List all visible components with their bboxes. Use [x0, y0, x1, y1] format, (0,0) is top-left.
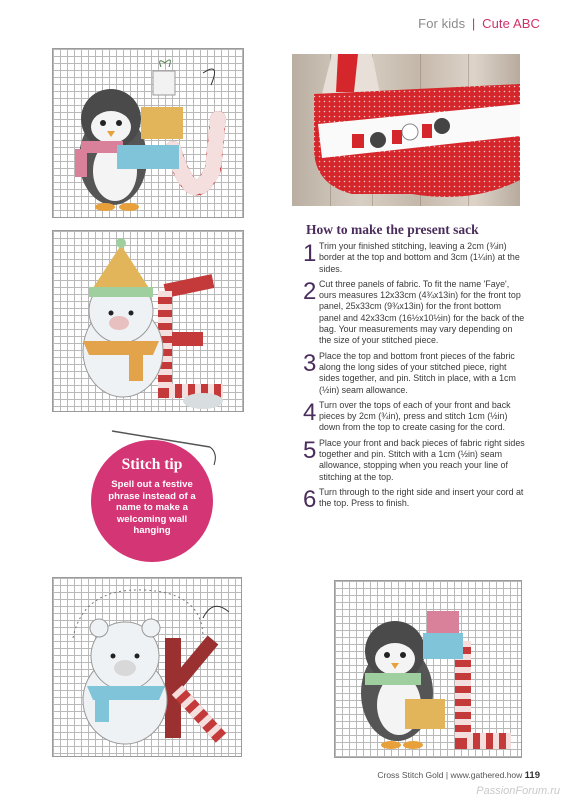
- page-footer: [377, 770, 540, 781]
- page-number: 119: [524, 770, 540, 781]
- chart-polar-bear-e: [52, 230, 244, 412]
- penguin-icon: [335, 581, 521, 757]
- step-text: Trim your finished stitching, leaving a 2cm (¾in) border at the top and bottom and 3cm (1¼in) at the sides.: [319, 241, 520, 274]
- step-text: Cut three panels of fabric. To fit the name 'Faye', ours measures 12x33cm (4¾x13in) for the front top panel, 25x33cm (9¾x13in) for the front bottom panel and 42x33cm (16½x10½in) for the back of the bag. Your measurements may vary depending on the size of your stitched piece.: [319, 278, 525, 346]
- watermark: PassionForum.ru: [476, 785, 560, 797]
- step-text: Turn through to the right side and insert your cord at the top. Press to finish.: [319, 486, 524, 509]
- step-number: 3: [303, 349, 317, 377]
- step-text: Turn over the tops of each of your front and back pieces by 2cm (¾in), press and stitch 1cm (½in) down from the top to create casing for the cord.: [319, 399, 511, 433]
- penguin-icon: [53, 49, 243, 217]
- step-number: 4: [303, 398, 317, 426]
- chart-penguin-j: [52, 48, 244, 218]
- chart-penguin-l: [334, 580, 522, 758]
- stitch-tip-badge: [91, 440, 213, 562]
- polar-bear-icon: [53, 578, 241, 756]
- howto-heading: How to make the present sack: [306, 222, 479, 237]
- tip-body: Spell out a festive phrase instead of a name to make a welcoming wall hanging: [108, 479, 196, 536]
- step-number: 2: [303, 277, 317, 305]
- step-number: 5: [303, 436, 317, 464]
- step-text: Place your front and back pieces of fabric right sides together and pin. Stitch with a 1cm (½in) seam allowance, stopping when you reach your line of stitching at the top.: [319, 437, 525, 482]
- step-3: [303, 351, 525, 396]
- section-label: For kids: [418, 16, 466, 31]
- topic-label: Cute ABC: [482, 16, 540, 31]
- step-1: [303, 241, 525, 275]
- magazine-name: Cross Stitch Gold: [377, 770, 444, 780]
- step-5: [303, 438, 525, 483]
- footer-separator: |: [445, 770, 449, 780]
- step-number: 1: [303, 240, 317, 267]
- tip-title: Stitch tip: [121, 456, 183, 473]
- step-4: [303, 400, 525, 434]
- step-6: [303, 487, 525, 512]
- step-text: Place the top and bottom front pieces of the fabric along the long sides of your stitched piece, right sides together, and pin. Stitch in place, with a 1cm (½in) seam allowance.: [319, 350, 516, 395]
- website-link[interactable]: www.gathered.how: [450, 770, 523, 780]
- polar-bear-icon: [53, 231, 243, 411]
- section-header: [418, 16, 540, 31]
- step-2: [303, 279, 525, 347]
- present-sack-photo: [292, 54, 520, 206]
- chart-polar-bear-k: [52, 577, 242, 757]
- step-number: 6: [303, 485, 317, 513]
- header-separator: |: [471, 16, 476, 31]
- howto-steps: [303, 241, 525, 516]
